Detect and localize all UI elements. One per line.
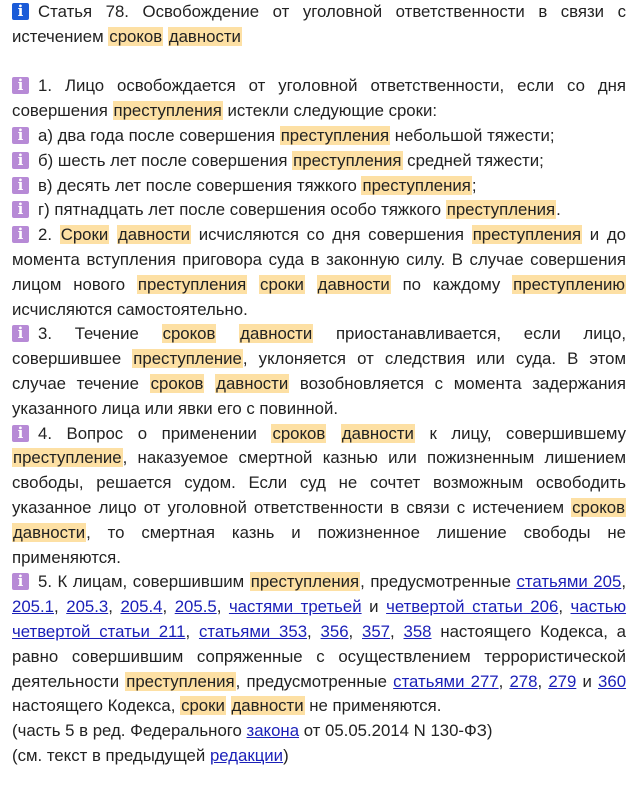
search-highlight: сроков bbox=[109, 26, 163, 46]
title-text: Статья 78. Освобождение от уголовной ответственности в связи с истечением bbox=[12, 2, 626, 46]
paragraph-1-b bbox=[12, 149, 626, 174]
search-highlight: сроков bbox=[150, 373, 204, 393]
paragraph-text: , предусмотренные bbox=[235, 671, 394, 691]
search-highlight: давности bbox=[13, 522, 86, 542]
paragraph-text: а) два года после совершения bbox=[38, 125, 280, 145]
paragraph-3 bbox=[12, 322, 626, 421]
info-icon[interactable] bbox=[12, 152, 29, 169]
paragraph-text: 2. bbox=[38, 225, 60, 245]
search-highlight: преступления bbox=[280, 125, 390, 145]
paragraph-text: , то смертная казнь и пожизненное лишение свободы не применяются. bbox=[12, 522, 626, 567]
search-highlight: давности bbox=[216, 373, 289, 393]
paragraph-text: возобновляется с момента задержания указанного лица или явки его с повинной. bbox=[12, 373, 626, 418]
link-356[interactable]: 356 bbox=[320, 621, 349, 641]
search-highlight: преступления bbox=[250, 572, 360, 592]
paragraph-text: и bbox=[361, 597, 387, 617]
search-highlight: давности bbox=[341, 423, 414, 443]
link-360[interactable]: 360 bbox=[598, 671, 627, 691]
link-articles-353[interactable]: статьями 353 bbox=[198, 621, 308, 641]
paragraph-text: , уклоняется от следствия или суда. В этом случае течение bbox=[12, 349, 626, 393]
search-highlight: преступления bbox=[126, 671, 235, 691]
paragraph-text: 1. Лицо освобождается от уголовной ответственности, если со дня совершения bbox=[12, 76, 626, 121]
paragraph-text: средней тяжести; bbox=[402, 150, 544, 170]
paragraph-text: к лицу, совершившему bbox=[414, 423, 626, 443]
link-205-4[interactable]: 205.4 bbox=[120, 597, 163, 617]
info-icon[interactable] bbox=[12, 325, 29, 342]
search-highlight: преступления bbox=[293, 150, 402, 170]
paragraph-text: . bbox=[556, 200, 561, 220]
paragraph-5: i5. К лицам, совершившим преступления, предусмотренные статьями 205, 205.1, 205.3, 205.4, 205.5, частями третьей и четвертой статьи 206, частью четвертой статьи 211, статьями 353, 356, 357, 358 настоящего Кодекса, а равно совершившим сопряженные с осуществлением террористической деятельности преступления, предусмотренные статьями 277, 278, 279 и 360 настоящего Кодекса, сроки давности не применяются. bbox=[12, 570, 626, 719]
paragraph-text: 5. К лицам, совершившим bbox=[38, 572, 250, 592]
paragraph-1-a bbox=[12, 124, 626, 149]
info-icon[interactable] bbox=[12, 127, 29, 144]
spacer bbox=[12, 50, 626, 75]
link-278[interactable]: 278 bbox=[509, 671, 538, 691]
search-highlight: сроков bbox=[572, 497, 625, 517]
paragraph-2 bbox=[12, 223, 626, 322]
search-highlight: сроков bbox=[272, 423, 326, 443]
paragraph-text: 3. Течение bbox=[38, 324, 162, 344]
link-previous-edition[interactable]: редакции bbox=[209, 745, 284, 765]
link-article-206[interactable]: четвертой статьи 206 bbox=[386, 597, 559, 617]
search-highlight: преступления bbox=[362, 175, 471, 195]
info-icon[interactable] bbox=[12, 201, 29, 218]
info-icon[interactable] bbox=[12, 226, 29, 243]
search-highlight: преступление bbox=[133, 349, 242, 369]
search-highlight: преступлению bbox=[513, 274, 626, 294]
info-icon[interactable] bbox=[12, 3, 29, 20]
paragraph-text: 4. Вопрос о применении bbox=[38, 423, 272, 443]
previous-edition-note bbox=[12, 744, 626, 769]
paragraph-4 bbox=[12, 422, 626, 571]
paragraph-text: исчисляются самостоятельно. bbox=[12, 299, 248, 319]
paragraph-text: г) пятнадцать лет после совершения особо тяжкого bbox=[38, 200, 446, 220]
note-text: (см. текст в предыдущей bbox=[12, 745, 210, 765]
link-articles-277[interactable]: статьями 277 bbox=[393, 671, 499, 691]
link-358[interactable]: 358 bbox=[403, 621, 432, 641]
link-article-211[interactable]: частью четвертой статьи 211 bbox=[12, 597, 627, 641]
info-icon[interactable] bbox=[12, 425, 29, 442]
search-highlight: преступления bbox=[446, 200, 556, 220]
article-title bbox=[12, 0, 626, 50]
search-highlight: давности bbox=[168, 26, 241, 46]
paragraph-text: и до момента вступления приговора суда в законную силу. В случае совершения лицом нового bbox=[12, 225, 626, 294]
paragraph-1-g bbox=[12, 198, 626, 223]
link-279[interactable]: 279 bbox=[548, 671, 577, 691]
link-federal-law[interactable]: закона bbox=[246, 721, 300, 741]
info-icon[interactable] bbox=[12, 77, 29, 94]
search-highlight: давности bbox=[231, 696, 304, 716]
paragraph-text: приостанавливается, если лицо, совершившее bbox=[12, 324, 626, 369]
search-highlight: сроков bbox=[162, 324, 216, 344]
search-highlight: Сроки bbox=[60, 225, 109, 245]
link-205-3[interactable]: 205.3 bbox=[66, 597, 109, 617]
paragraph-text: по каждому bbox=[390, 274, 513, 294]
paragraph-1 bbox=[12, 74, 626, 124]
paragraph-text: и bbox=[576, 671, 599, 691]
paragraph-text: настоящего Кодекса, а равно совершившим сопряженные с осуществлением террористической деятельности bbox=[12, 621, 626, 691]
link-357[interactable]: 357 bbox=[362, 621, 391, 641]
search-highlight: преступление bbox=[13, 448, 122, 468]
paragraph-text: исчисляются со дня совершения bbox=[191, 225, 472, 245]
note-text: (часть 5 в ред. Федерального bbox=[12, 721, 247, 741]
paragraph-text: истекли следующие сроки: bbox=[222, 101, 438, 121]
search-highlight: давности bbox=[317, 274, 390, 294]
search-highlight: сроки bbox=[181, 696, 225, 716]
search-highlight: преступления bbox=[113, 101, 222, 121]
paragraph-1-v bbox=[12, 174, 626, 199]
note-text: от 05.05.2014 N 130-ФЗ) bbox=[299, 721, 493, 741]
search-highlight: давности bbox=[117, 225, 191, 245]
note-text: ) bbox=[283, 745, 289, 765]
paragraph-text: в) десять лет после совершения тяжкого bbox=[38, 175, 362, 195]
paragraph-text: небольшой тяжести; bbox=[390, 125, 555, 145]
paragraph-text: ; bbox=[471, 175, 477, 195]
search-highlight: преступления bbox=[137, 274, 247, 294]
amendment-note bbox=[12, 719, 626, 744]
paragraph-text: б) шесть лет после совершения bbox=[38, 150, 293, 170]
link-parts-third[interactable]: частями третьей bbox=[228, 597, 362, 617]
paragraph-text: , наказуемое смертной казнью или пожизненным лишением свободы, решается судом. Если суд не сочтет возможным освободить указанное лицо от уголовной ответственности в связи с истечением bbox=[12, 448, 626, 517]
link-205-5[interactable]: 205.5 bbox=[174, 597, 217, 617]
info-icon[interactable] bbox=[12, 573, 29, 590]
paragraph-text: не применяются. bbox=[304, 696, 442, 716]
paragraph-text: , предусмотренные bbox=[360, 572, 517, 592]
info-icon[interactable] bbox=[12, 177, 29, 194]
link-205-1[interactable]: 205.1 bbox=[12, 597, 54, 617]
link-articles-205[interactable]: статьями 205 bbox=[516, 572, 622, 592]
paragraph-text: настоящего Кодекса, bbox=[12, 696, 181, 716]
search-highlight: преступления bbox=[472, 225, 582, 245]
search-highlight: сроки bbox=[260, 274, 304, 294]
search-highlight: давности bbox=[240, 324, 313, 344]
